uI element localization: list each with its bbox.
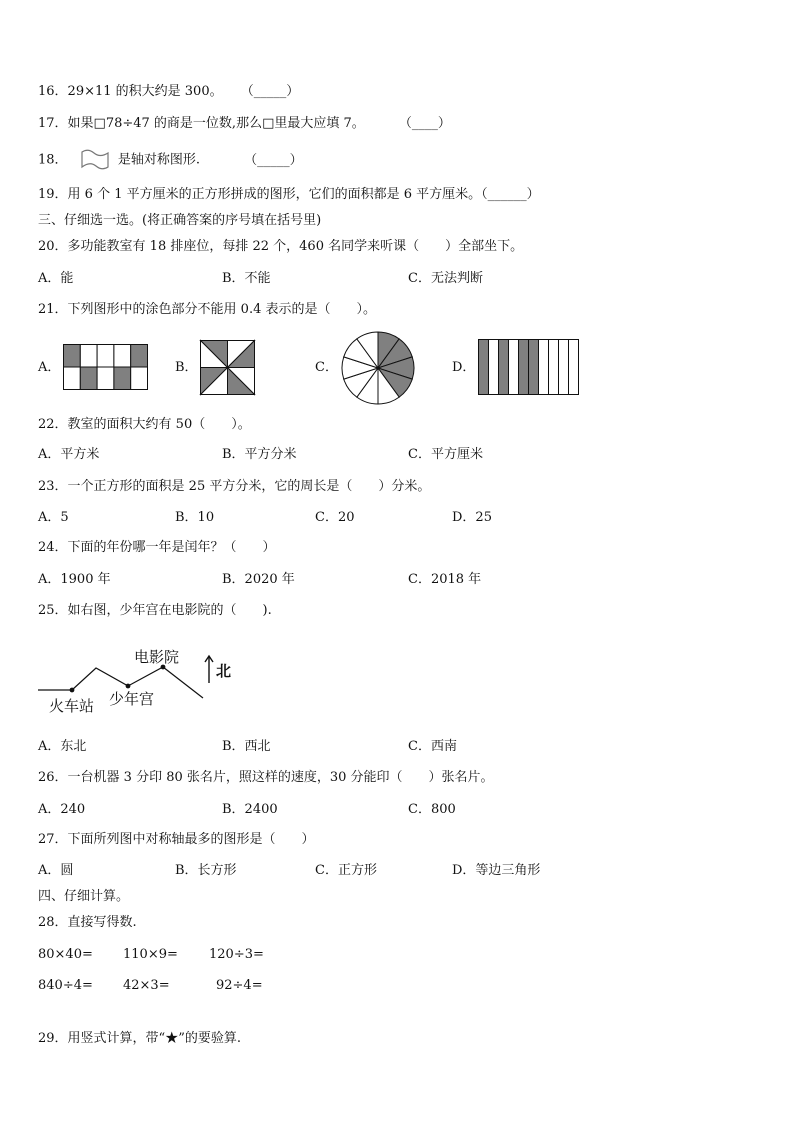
option-b[interactable]: B．: [175, 360, 198, 375]
question-28: 28．直接写得数.: [38, 915, 137, 930]
question-19: [38, 187, 540, 203]
question-16: [38, 84, 299, 100]
north-label: 北: [216, 662, 232, 680]
answer-blank[interactable]: （_____）: [240, 84, 300, 99]
calc-item: 840÷4=: [38, 978, 93, 993]
option-b[interactable]: B．10: [175, 510, 215, 525]
section-3-heading: 三、仔细选一选。(将正确答案的序号填在括号里): [38, 213, 322, 228]
calc-item: 92÷4=: [216, 978, 263, 993]
option-b[interactable]: B．长方形: [175, 863, 237, 878]
option-b[interactable]: B．西北: [222, 739, 271, 754]
option-c[interactable]: C．西南: [408, 739, 457, 754]
calc-item: 42×3=: [123, 978, 170, 993]
option-d[interactable]: D．等边三角形: [452, 863, 541, 878]
north-arrow-icon: [203, 654, 215, 684]
option-d[interactable]: D．: [452, 360, 476, 375]
section-4-heading: 四、仔细计算。: [38, 889, 130, 904]
youth-palace-label: 少年宫: [109, 690, 155, 708]
question-16-text: 16．29×11 的积大约是 300。: [38, 84, 223, 99]
question-19-text: 19．用 6 个 1 平方厘米的正方形拼成的图形，它们的面积都是 6 平方厘米。（______）: [38, 187, 540, 202]
option-a[interactable]: A．东北: [38, 739, 87, 754]
option-c[interactable]: C．800: [408, 802, 456, 817]
question-27: 27．下面所列图中对称轴最多的图形是（ ）: [38, 832, 315, 847]
flag-shape-icon: [78, 151, 112, 169]
question-18-text: 是轴对称图形.: [117, 152, 200, 168]
option-a[interactable]: A．圆: [38, 863, 74, 878]
question-25: 25．如右图，少年宫在电影院的（ ).: [38, 603, 272, 618]
figure-b-square: [200, 340, 256, 396]
option-c[interactable]: C．正方形: [315, 863, 377, 878]
option-a[interactable]: A．: [38, 360, 61, 375]
option-c[interactable]: C．20: [315, 510, 355, 525]
station-label: 火车站: [49, 697, 95, 715]
figure-d-strips: [478, 339, 580, 395]
question-18-number: 18．: [38, 152, 68, 168]
question-24: 24．下面的年份哪一年是闰年？（ ）: [38, 540, 276, 555]
figure-a-grid: [63, 344, 149, 390]
option-c[interactable]: C．: [315, 360, 338, 375]
option-c[interactable]: C．2018 年: [408, 572, 482, 587]
question-26: 26．一台机器 3 分印 80 张名片，照这样的速度，30 分能印（ ）张名片。: [38, 770, 494, 785]
option-b[interactable]: B．2400: [222, 802, 278, 817]
question-18: [38, 151, 303, 169]
option-a[interactable]: A．1900 年: [38, 572, 111, 587]
calc-item: 120÷3=: [209, 947, 264, 962]
option-a[interactable]: A．5: [38, 510, 69, 525]
question-20: 20．多功能教室有 18 排座位，每排 22 个，460 名同学来听课（ ）全部坐下。: [38, 239, 524, 254]
question-17-text: 17．如果□78÷47 的商是一位数,那么□里最大应填 7。: [38, 116, 365, 131]
question-21: 21．下列图形中的涂色部分不能用 0.4 表示的是（ ）。: [38, 302, 376, 317]
answer-blank[interactable]: （_____）: [244, 152, 303, 168]
question-23: 23．一个正方形的面积是 25 平方分米，它的周长是（ ）分米。: [38, 479, 431, 494]
option-a[interactable]: A．240: [38, 802, 86, 817]
option-d[interactable]: D．25: [452, 510, 492, 525]
calc-item: 80×40=: [38, 947, 93, 962]
cinema-label: 电影院: [134, 648, 180, 666]
option-c[interactable]: C．无法判断: [408, 271, 483, 286]
figure-c-circle: [341, 331, 415, 405]
question-29: 29．用竖式计算，带“★”的要验算.: [38, 1031, 241, 1046]
answer-blank[interactable]: （____）: [398, 116, 451, 131]
question-17: [38, 116, 451, 132]
option-a[interactable]: A．平方米: [38, 447, 100, 462]
option-b[interactable]: B．不能: [222, 271, 271, 286]
calc-item: 110×9=: [123, 947, 178, 962]
option-a[interactable]: A．能: [38, 271, 74, 286]
option-c[interactable]: C．平方厘米: [408, 447, 483, 462]
option-b[interactable]: B．2020 年: [222, 572, 295, 587]
question-22: 22．教室的面积大约有 50（ ）。: [38, 417, 251, 432]
option-b[interactable]: B．平方分米: [222, 447, 297, 462]
